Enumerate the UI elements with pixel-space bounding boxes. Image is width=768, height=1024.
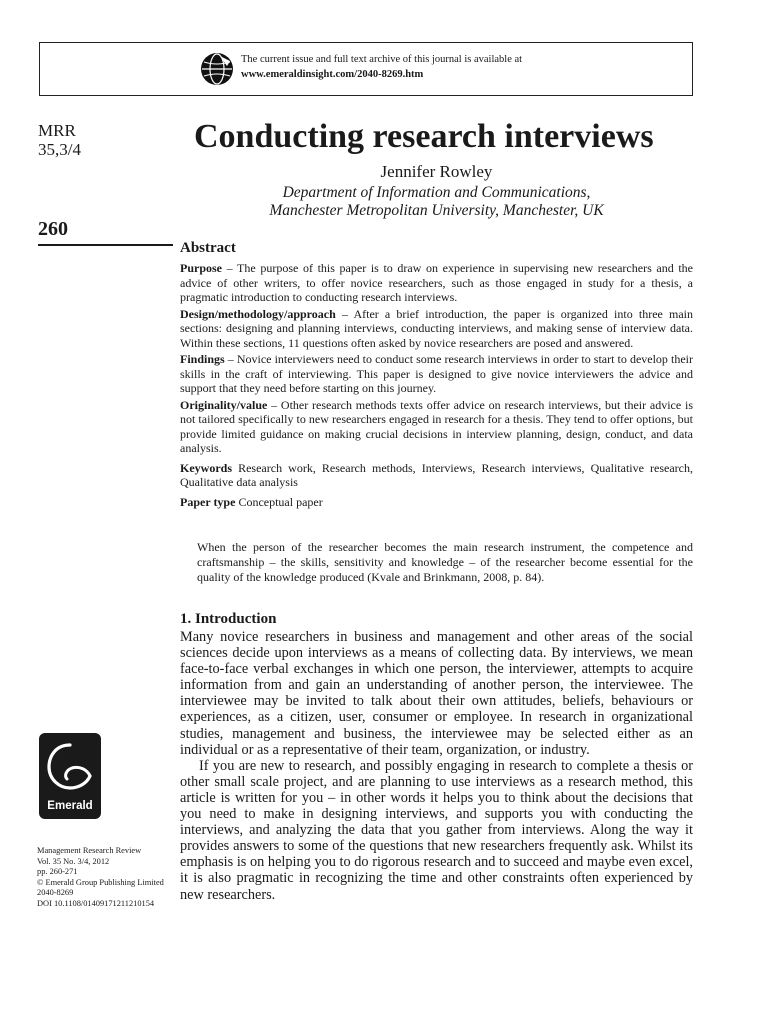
abstract-purpose xyxy=(180,261,693,305)
section-label: Keywords xyxy=(180,460,232,475)
publication-info xyxy=(37,846,164,910)
journal-url-link[interactable]: www.emeraldinsight.com/2040-8269.htm xyxy=(241,69,424,80)
body-paragraph: If you are new to research, and possibly engaging in research to complete a thesis or other small scale project, and are planning to use interviews as a research method, this article is written for you – in other words it helps you to think about the decisions that you need to make in designing interviews, and supports you with conducting the interviews, and analyzing the data that you gather from interviews. Along the way it provides answers to some of the questions that new researchers frequently ask. Whilst its emphasis is on helping you to do rigorous research and to succeed and maybe even excel, it is also pragmatic in recognizing the time and other constraints often experienced by new researchers. xyxy=(180,757,693,903)
body-paragraph: Many novice researchers in business and management and other areas of the social sciences decide upon interviews as a means of collecting data. By interviews, we mean face-to-face verbal exchanges in which one person, the interviewer, attempts to acquire information from and gain an understanding of another person, the interviewee. The interviewee may be invited to talk about their own attitudes, beliefs, behaviours or experiences, as a citizen, user, consumer or employee. In research in organizational studies, management and business, the interviewee may be selected either as an individual or as a representative of their team, organization, or industry. xyxy=(180,629,693,758)
abstract-findings xyxy=(180,352,693,396)
affiliation-line: Department of Information and Communications, xyxy=(282,184,591,201)
section-text: Conceptual paper xyxy=(235,494,323,509)
section-label: Paper type xyxy=(180,494,236,509)
globe-icon xyxy=(200,52,234,86)
pubinfo-line: Management Research Review xyxy=(37,846,142,855)
author-affiliation xyxy=(180,184,693,220)
pubinfo-line: Vol. 35 No. 3/4, 2012 xyxy=(37,856,110,866)
banner-text: The current issue and full text archive of this journal is available at xyxy=(241,54,523,65)
affiliation-line: Manchester Metropolitan University, Manchester, UK xyxy=(269,202,604,219)
pubinfo-line: © Emerald Group Publishing Limited xyxy=(37,877,164,887)
pubinfo-line: pp. 260-271 xyxy=(37,867,78,877)
abstract-heading: Abstract xyxy=(180,240,236,256)
pubinfo-line: 2040-8269 xyxy=(37,888,74,898)
epigraph-quote: When the person of the researcher becomes the main research instrument, the competence and craftsmanship – the skills, sensitivity and knowledge – of the researcher become essential for the quality of the knowledge produced (Kvale and Brinkmann, 2008, p. 84). xyxy=(197,540,693,584)
section-text: – Other research methods texts offer advice on research interviews, but their advice is not tailored specifically to new researchers engaged in research for a thesis. They tend to offer options, but provide limited guidance on making crucial decisions in interview planning, design, conduct, and data analysis. xyxy=(180,397,693,455)
abstract-originality xyxy=(180,398,693,456)
abstract xyxy=(180,240,693,511)
section-text: – Novice interviewers need to conduct some research interviews in order to start to develop their skills in the craft of interviewing. This paper is designed to give novice interviewers the advice and support that they need before starting on this journey. xyxy=(180,352,693,395)
emerald-logo-label: Emerald xyxy=(47,800,93,812)
abstract-paper-type xyxy=(180,495,693,510)
journal-abbrev: MRR xyxy=(38,121,76,140)
section-heading: 1. Introduction xyxy=(180,611,277,627)
journal-citation xyxy=(38,121,81,159)
journal-availability-banner xyxy=(39,42,693,96)
section-label: Purpose xyxy=(180,261,222,275)
section-label: Design/methodology/approach xyxy=(180,306,336,321)
section-text: – The purpose of this paper is to draw on experience in supervising new researchers and the advice of other writers, to offer novice researchers, such as those engaged in study for a thesis, a pragmatic introduction to conducting research interviews. xyxy=(180,261,693,304)
emerald-logo-icon xyxy=(39,733,101,819)
sidebar-divider xyxy=(38,244,173,246)
section-label: Findings xyxy=(180,352,225,366)
volume-issue: 35,3/4 xyxy=(38,140,81,159)
section-text: – After a brief introduction, the paper is organized into three main sections: designing and planning interviews, conducting interviews, and making sense of interview data. Within these sections, 11 questions often asked by novice researchers are posed and answered. xyxy=(180,306,693,350)
page-number: 260 xyxy=(38,218,68,240)
doi-link[interactable]: DOI 10.1108/01409171211210154 xyxy=(37,898,155,908)
section-label: Originality/value xyxy=(180,397,268,412)
section-text: Research work, Research methods, Interviews, Research interviews, Qualitative research, Qualitative data analysis xyxy=(180,460,693,489)
author-name: Jennifer Rowley xyxy=(380,162,493,181)
article-title: Conducting research interviews xyxy=(194,118,654,155)
abstract-design xyxy=(180,307,693,351)
introduction-section xyxy=(180,611,693,903)
abstract-keywords xyxy=(180,461,693,490)
